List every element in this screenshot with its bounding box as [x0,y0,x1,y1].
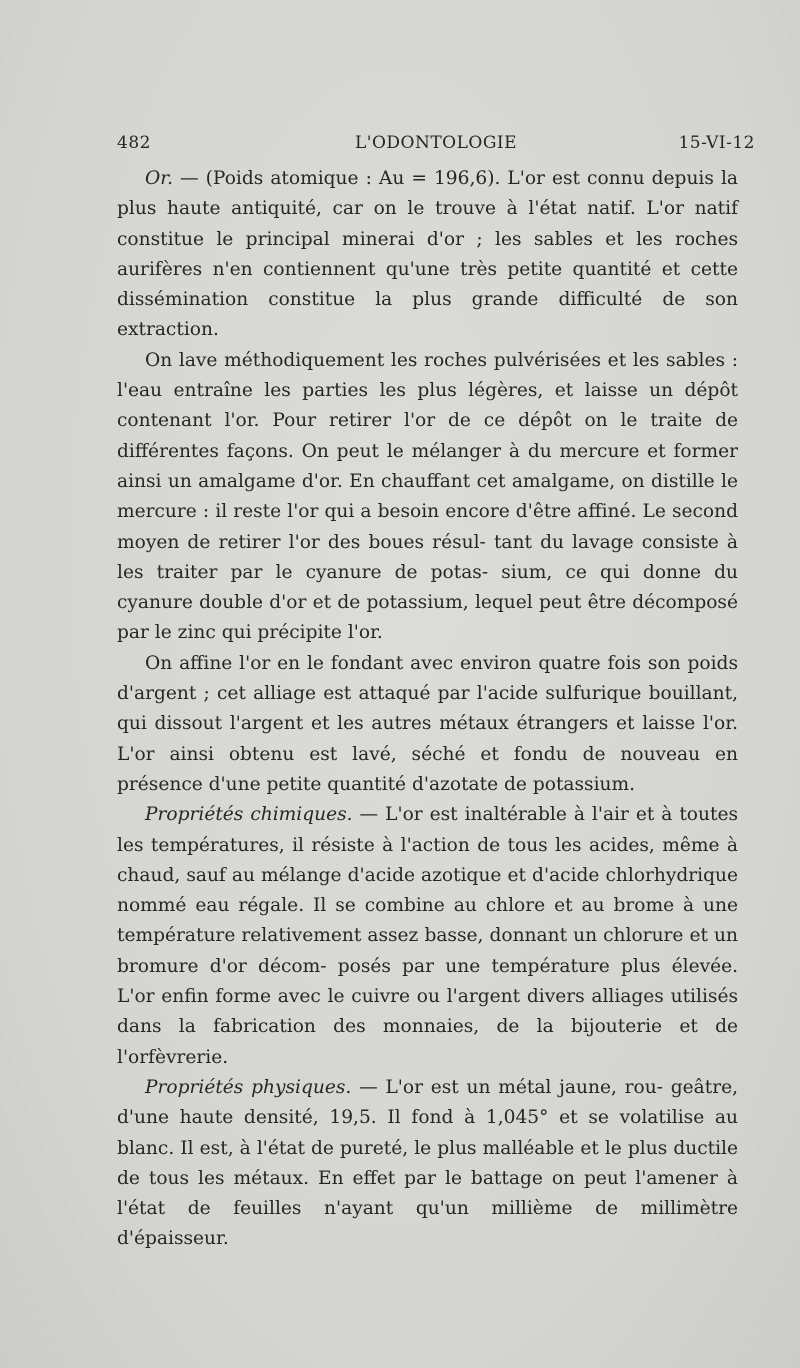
text-line: sium, ce qui donne du cyanure double d'or et de potassium, [117,561,738,614]
paragraph-lead: Propriétés physiques. [145,1076,352,1098]
text-line: dépôt contenant l'or. Pour retirer l'or de ce dépôt on le traite [117,380,738,432]
text-line: et cette dissémination constitue la plus grande difficulté de [117,258,738,311]
text-line: lequel peut être décomposé par le zinc qui précipite l'or. [117,592,738,644]
text-line: posés par une température plus élevée. L'or enfin forme [117,955,738,1008]
text-line: bouillant, qui dissout l'argent et les autres métaux étrangers [117,683,738,735]
text-line: affiné. Le second moyen de retirer l'or des boues résul- [117,501,738,553]
text-line: nouveau en présence d'une petite quantité d'azotate de [117,743,738,795]
text-line: fabrication des monnaies, de la bijouterie et de l'orfèvrerie. [117,1016,738,1068]
text-line: depuis la plus haute antiquité, car on le trouve à l'état natif. [117,168,738,220]
text-line: — L'or est inaltérable à l'air et [352,804,655,826]
paragraph-lead: Or. [145,168,173,189]
text-line: geâtre, d'une haute densité, 19,5. Il fond à 1,045° et se [117,1076,739,1129]
text-line: de millimètre d'épaisseur. [117,1198,738,1250]
text-line: avec le cuivre ou l'argent divers alliages utilisés dans la [117,986,738,1038]
issue-date: 15-VI-12 [678,133,755,153]
text-line: potassium. [532,773,636,795]
text-line: — L'or est un métal jaune, rou- [351,1076,663,1098]
text-line: basse, donnant un chlorure et un bromure d'or décom- [117,925,738,977]
text-line: volatilise au blanc. Il est, à l'état de pureté, le plus malléable [117,1107,738,1159]
text-line: On lave méthodiquement les roches pulvérisées et les [145,349,660,371]
text-line: et le plus ductile de tous les métaux. En effet par le battage [117,1137,738,1189]
journal-title: L'ODONTOLOGIE [355,133,518,153]
running-header [117,133,755,157]
text-line: acides, même à chaud, sauf au mélange d'acide azotique [117,834,738,886]
text-line: au chlore et au brome à une température relativement assez [117,895,738,947]
text-line: on peut l'amener à l'état de feuilles n'ayant qu'un millième [117,1167,738,1220]
paragraph-extraction [117,346,738,649]
page-number: 482 [117,133,151,153]
text-line: et laisse l'or. L'or ainsi obtenu est lavé, séché et fondu de [117,713,738,765]
body-text [117,164,738,1255]
paragraph-physical-properties [117,1073,738,1255]
paragraph-lead: Propriétés chimiques. [145,804,353,826]
text-line: former ainsi un amalgame d'or. En chauffant cet amalgame, [117,440,738,492]
paragraph-affinage [117,649,738,800]
text-line: tant du lavage consiste à les traiter par le cyanure de potas- [117,531,738,583]
text-line: de différentes façons. On peut le mélanger à du mercure et [117,410,738,462]
text-line: poids d'argent ; cet alliage est attaqué par l'acide sulfurique [117,652,738,705]
text-line: sables : l'eau entraîne les parties les plus légères, et laisse un [117,349,738,402]
paragraph-or [117,164,738,346]
text-line: à toutes les températures, il résiste à l'action de tous les [117,804,738,856]
paragraph-chemical-properties [117,800,738,1073]
text-line: L'or natif constitue le principal minerai d'or ; les sables et les [117,198,738,250]
text-line: On affine l'or en le fondant avec environ quatre fois son [145,652,681,674]
text-line: — (Poids atomique : Au = 196,6). L'or est connu [173,168,645,189]
text-line: roches aurifères n'en contiennent qu'une très petite quantité [117,228,738,280]
text-line: son extraction. [117,289,738,341]
text-line: on distille le mercure : il reste l'or qui a besoin encore d'être [117,470,738,523]
text-line: et d'acide chlorhydrique nommé eau régale. Il se combine [117,864,739,917]
